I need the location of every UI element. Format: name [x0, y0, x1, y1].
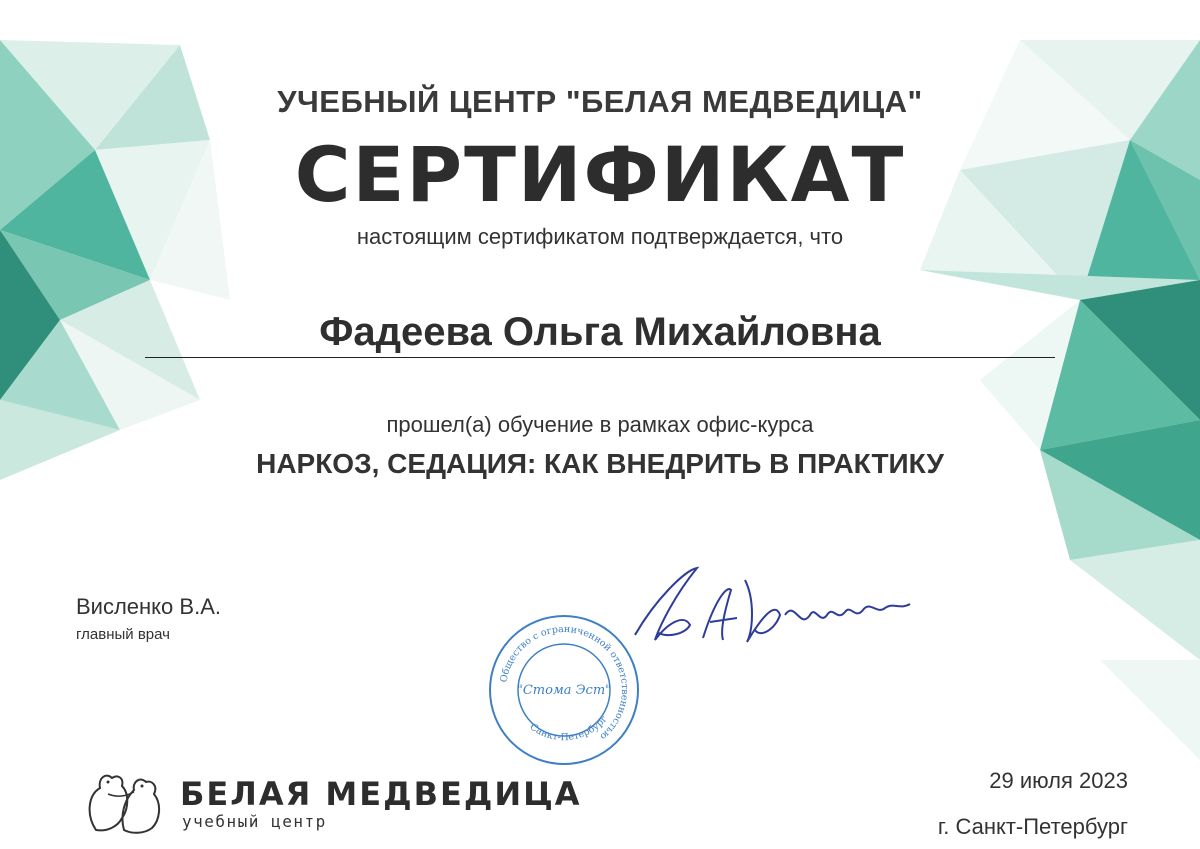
completion-text: прошел(а) обучение в рамках офис-курса	[386, 412, 814, 437]
issue-city: г. Санкт-Петербург	[937, 814, 1128, 839]
stamp-center-text: "Стома Эст"	[516, 683, 612, 698]
organization-heading: УЧЕБНЫЙ ЦЕНТР "БЕЛАЯ МЕДВЕДИЦА"	[277, 84, 923, 119]
stamp-bottom-text: Санкт-Петербург	[527, 713, 610, 744]
confirmation-text: настоящим сертификатом подтверждается, что	[356, 224, 844, 249]
stamp-ring-text: Общество с ограниченной ответственностью	[498, 623, 631, 742]
course-title: НАРКОЗ, СЕДАЦИЯ: КАК ВНЕДРИТЬ В ПРАКТИКУ	[256, 448, 944, 479]
recipient-name: Фадеева Ольга Михайловна	[319, 310, 881, 354]
svg-text:Санкт-Петербург	[528, 714, 610, 743]
signatory-name: Висленко В.А.	[76, 594, 221, 619]
handwritten-signature	[615, 560, 925, 670]
certificate-title: СЕРТИФИКАТ	[294, 130, 906, 219]
polar-bears-logo-icon	[78, 760, 168, 836]
brand-subtitle: учебный центр	[182, 812, 327, 831]
name-underline	[145, 357, 1055, 358]
brand-name: БЕЛАЯ МЕДВЕДИЦА	[180, 775, 582, 813]
signatory-role: главный врач	[76, 626, 170, 643]
issue-date: 29 июля 2023	[989, 768, 1128, 793]
